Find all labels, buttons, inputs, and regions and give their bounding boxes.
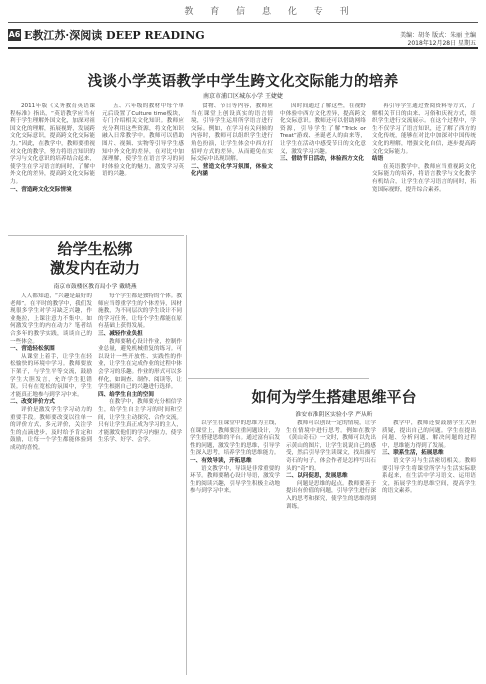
article1-title: 浅谈小学英语教学中学生跨文化交际能力的培养	[87, 74, 399, 90]
series-banner: 教 育 信 息 化 专 刊	[184, 7, 356, 17]
article3-paragraph: 以学生在课堂中的思维为主线，在课堂上，教师要注重问题设计，为学生搭建思维的平台。通过富有启发性的问题，激发学生的思维，引导学生深入思考，培养学生的思维能力。	[190, 420, 280, 457]
page-number-badge: A6	[8, 30, 21, 39]
article2-paragraph: 人人都知道，“兴趣是最好的老师”。在平时的教学中，我们发现很多学生对学习缺乏兴趣，作业拖拉，上课注意力不集中。如何激发学生的内在动力？笔者结合多年的教学实践，谈谈自己的一些体会。	[10, 293, 92, 345]
article3-paragraph: 教师可以创设一定的情境，让学生在情境中进行思考。例如在教学《黄山奇石》一文时，教师可以先出示黄山的图片，让学生说说自己的感受，然后引导学生读课文，找出描写奇石的句子，体会作者是怎样写出石头的“奇”的。	[286, 420, 376, 472]
article1-column-5	[372, 103, 476, 373]
article3-column-1	[190, 420, 280, 675]
article1-paragraph: 再引导学生通过查阅资料等方式，了解相关节日的由来、习俗和庆祝方式，组织学生进行交流展示。在这个过程中，学生不仅学习了语言知识，还了解了西方的文化传统，能够在对比中加深对中国传统文化的理解，增强文化自信，逐步提高跨文化交际能力。	[372, 103, 476, 155]
divider	[8, 235, 184, 236]
article1-paragraph: 2011年版《义务教育英语课程标准》指出，“英语教学应当有利于学生理解外国文化，加深对祖国文化的理解，拓展视野，发展跨文化交际意识，提高跨文化交际能力。”因此，在教学中，教师要重视对文化的教学，努力将语言知识的学习与文化意识的培养结合起来，使学生在学习语言的同时，了解中外文化的差异，提高跨文化交际能力。	[10, 103, 95, 185]
header-top-rule	[8, 22, 478, 23]
article1-paragraph: 因时间通过了解这些，在视野中体验中西方文化差异，提高跨文化交际意识。教师还可以借助网络资源，引导学生了解“Trick or Treat”游戏、圣诞老人的由来等，让学生在活动中感受节日的文化意义，激发学习兴趣。	[280, 103, 366, 155]
article1-column-1	[10, 103, 95, 229]
article2-subheading: 三、减轻作业负担	[98, 330, 143, 337]
issue-date: 2018年12月28日 星期五	[407, 40, 476, 47]
article2-subheading: 一、营造轻松氛围	[10, 346, 55, 353]
article2-paragraph: 每个学生都是独特的个体。教师应当尊重学生的个体差异，因材施教，为不同层次的学生设计不同的学习任务，让每个学生都能在原有基础上获得发展。	[98, 293, 182, 330]
article3-title: 如何为学生搭建思维平台	[251, 388, 417, 406]
article3-paragraph: 教学中，教师还要鼓励学生大胆质疑，提出自己的问题。学生在提出问题、分析问题、解决问题的过程中，思维能力得到了发展。	[382, 420, 476, 449]
article2-column-1	[10, 293, 92, 675]
divider	[188, 378, 369, 379]
article3-subheading: 二、以问促思，发展思维	[286, 473, 348, 480]
article1-column-3	[191, 103, 273, 283]
article1-byline: 南京市浦口区城东小学 王婕婕	[203, 93, 283, 100]
article3-paragraph: 问题是思维的起点。教师要善于提出有价值的问题，引导学生进行深入的思考和探究，使学生的思维得到训练。	[286, 480, 376, 510]
article3-byline: 淮安市淮阴区实验小学 严从昕	[295, 412, 373, 418]
article1-subheading: 结语	[372, 156, 384, 163]
article2-paragraph: 在教学中，教师要充分相信学生，给学生自主学习的时间和空间，让学生主动探究、合作交流。只有让学生真正成为学习的主人，才能激发他们的学习内驱力，使学生乐学、好学、会学。	[98, 399, 182, 444]
article2-paragraph: 教师要精心设计作业，控制作业总量，避免机械重复的练习。可以设计一些开放性、实践性的作业，让学生在完成作业的过程中体会学习的乐趣。作业的形式可以多样化，如调查、制作、阅读等，让学生根据自己的兴趣进行选择。	[98, 338, 182, 391]
article2-paragraph: 从课堂上着手，让学生在轻松愉快的环境中学习。教师要放下架子，与学生平等交流，鼓励学生大胆发言，允许学生犯错误。只有在宽松的氛围中，学生才能真正地参与到学习中来。	[10, 353, 92, 398]
article1-paragraph: 食物、节日等内容，教师应当在课堂上创设真实的语言情境，引导学生运用所学语言进行交际。例如，在学习有关问候的内容时，教师可以组织学生进行角色扮演，让学生体会中西方打招呼方式的差异，从而避免在实际交际中出现误解。	[191, 103, 273, 163]
article3-paragraph: 语文学习与生活密切相关。教师要引导学生将课堂所学与生活实际联系起来，在生活中学习语文、运用语文，拓展学生的思维空间，提高学生的语文素养。	[382, 457, 476, 495]
article1-paragraph: 五、六年级的教材中每个单元后设置了Culture time板块，专门介绍相关文化知识。教师应充分利用这些资源，将文化知识融入日常教学中。教师可以借助图片、视频、实物等引导学生感知中外文化的差异，在对比中加深理解，使学生在语言学习的同时体验文化的魅力，激发学习英语的兴趣。	[102, 103, 184, 178]
article2-paragraph: 评价是激发学生学习动力的重要手段。教师要改变以往单一的评价方式，多元评价，关注学生的点滴进步，及时给予肯定和鼓励，让每一个学生都能体验到成功的喜悦。	[10, 406, 92, 451]
article1-paragraph: 在英语教学中，教师应当重视跨文化交际能力的培养，将语言教学与文化教学有机结合，让学生在学习语言的同时，拓宽国际视野，提升综合素养。	[372, 163, 476, 193]
editor-credits: 美编：胡冬 版式：朱丽 主编	[400, 32, 476, 39]
article1-column-2	[102, 103, 184, 229]
article2-title-line: 激发内在动力	[49, 259, 140, 277]
article2-byline: 南京市鼓楼区教育局小学 戴晓燕	[53, 284, 137, 290]
article1-subheading: 三、借助节日活动，体验西方文化	[280, 156, 364, 163]
section-title: E教江苏·深阅读 DEEP READING	[24, 29, 205, 42]
article3-subheading: 一、有效导读，开拓思维	[190, 457, 252, 464]
article1-subheading: 二、营造文化学习氛围，体验文化内涵	[191, 163, 273, 178]
article2-column-2	[98, 293, 182, 675]
article2-title-line: 给学生松绑	[57, 240, 133, 258]
article2-subheading: 二、改变评价方式	[10, 399, 55, 406]
divider	[186, 235, 187, 675]
article3-paragraph: 语文教学中，导读是非常重要的环节。教师要精心设计导语，激发学生的阅读兴趣，引导学生积极主动地参与到学习中来。	[190, 465, 280, 495]
article2-subheading: 四、给学生自主的空间	[98, 391, 154, 398]
article1-column-4	[280, 103, 366, 283]
article1-subheading: 一、营造跨文化交际情境	[10, 186, 72, 193]
article3-subheading: 三、联系生活，拓展思维	[382, 450, 444, 457]
article3-column-2	[286, 420, 376, 675]
header-bottom-rule	[8, 47, 478, 49]
article2-title	[10, 240, 180, 278]
article3-column-3	[382, 420, 476, 675]
